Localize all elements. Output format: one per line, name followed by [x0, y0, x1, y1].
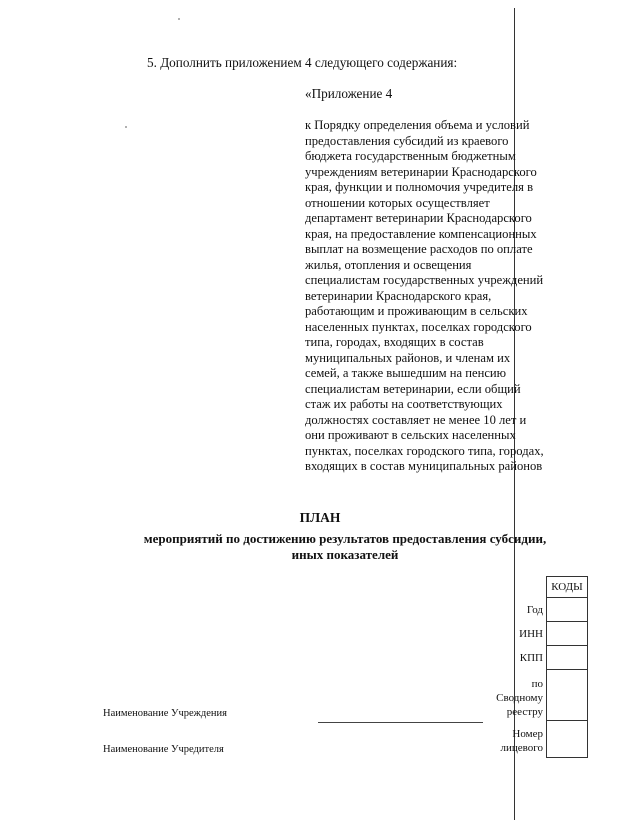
- code-cell-year[interactable]: [547, 598, 588, 622]
- appendix-line: жилья, отопления и освещения: [305, 257, 472, 272]
- appendix-line: специалистам ветеринарии, если общий: [305, 381, 521, 396]
- plan-title: ПЛАН: [299, 510, 341, 525]
- appendix-heading: «Приложение 4: [305, 86, 393, 101]
- scan-speck: [125, 126, 127, 128]
- codes-table: [546, 576, 588, 758]
- code-label-registry: [496, 677, 543, 719]
- appendix-line: учреждениям ветеринарии Краснодарского: [305, 164, 537, 179]
- appendix-reference-text: [305, 118, 593, 475]
- code-label-year: Год: [526, 604, 543, 616]
- code-label-account: [500, 727, 543, 755]
- code-label-registry-line: реестру: [506, 706, 543, 718]
- appendix-line: к Порядку определения объема и условий: [305, 118, 530, 132]
- codes-header: КОДЫ: [547, 577, 588, 598]
- appendix-line: должностях составляет не менее 10 лет и: [305, 412, 527, 427]
- appendix-line: населенных пунктах, поселках городского: [305, 319, 532, 334]
- code-cell-kpp[interactable]: [547, 646, 588, 670]
- appendix-line: специалистам государственных учреждений: [305, 273, 544, 287]
- founder-label: Наименование Учредителя: [103, 744, 224, 755]
- appendix-line: края, функции и полномочия учредителя в: [305, 180, 534, 194]
- institution-underline[interactable]: [318, 722, 483, 723]
- appendix-line: они проживают в сельских населенных: [305, 428, 516, 442]
- appendix-line: муниципальных районов, и членам их: [305, 350, 511, 365]
- appendix-line: выплат на возмещение расходов по оплате: [305, 242, 533, 256]
- code-cell-inn[interactable]: [547, 622, 588, 646]
- code-label-account-line: лицевого: [500, 742, 543, 754]
- code-label-kpp: КПП: [519, 652, 543, 664]
- plan-subtitle-line-2: иных показателей: [291, 547, 399, 562]
- appendix-line: пунктах, поселках городского типа, городах,: [305, 443, 544, 458]
- code-label-inn: ИНН: [519, 628, 543, 640]
- appendix-line: департамент ветеринарии Краснодарского: [305, 211, 532, 225]
- appendix-line: края, на предоставление компенсационных: [305, 226, 537, 241]
- appendix-line: отношении которых осуществляет: [305, 195, 490, 210]
- appendix-line: входящих в состав муниципальных районов: [305, 459, 543, 473]
- appendix-line: бюджета государственным бюджетным: [305, 149, 516, 163]
- code-cell-account[interactable]: [547, 721, 588, 758]
- code-label-account-line: Номер: [512, 728, 543, 740]
- code-label-registry-line: по: [531, 678, 543, 690]
- appendix-line: предоставления субсидий из краевого: [305, 133, 509, 148]
- scan-speck: [178, 18, 180, 20]
- appendix-line: стаж их работы на соответствующих: [305, 397, 503, 411]
- appendix-line: ветеринарии Краснодарского края,: [305, 288, 492, 303]
- intro-paragraph: 5. Дополнить приложением 4 следующего содержания:: [147, 55, 458, 70]
- code-cell-registry[interactable]: [547, 670, 588, 721]
- code-label-registry-line: Сводному: [496, 692, 543, 704]
- institution-label: Наименование Учреждения: [103, 708, 227, 719]
- plan-subtitle-line-1: мероприятий по достижению результатов предоставления субсидии,: [143, 531, 547, 546]
- appendix-line: работающим и проживающим в сельских: [305, 304, 528, 318]
- appendix-line: типа, городах, входящих в состав: [305, 335, 484, 349]
- appendix-line: семей, а также вышедшим на пенсию: [305, 366, 507, 380]
